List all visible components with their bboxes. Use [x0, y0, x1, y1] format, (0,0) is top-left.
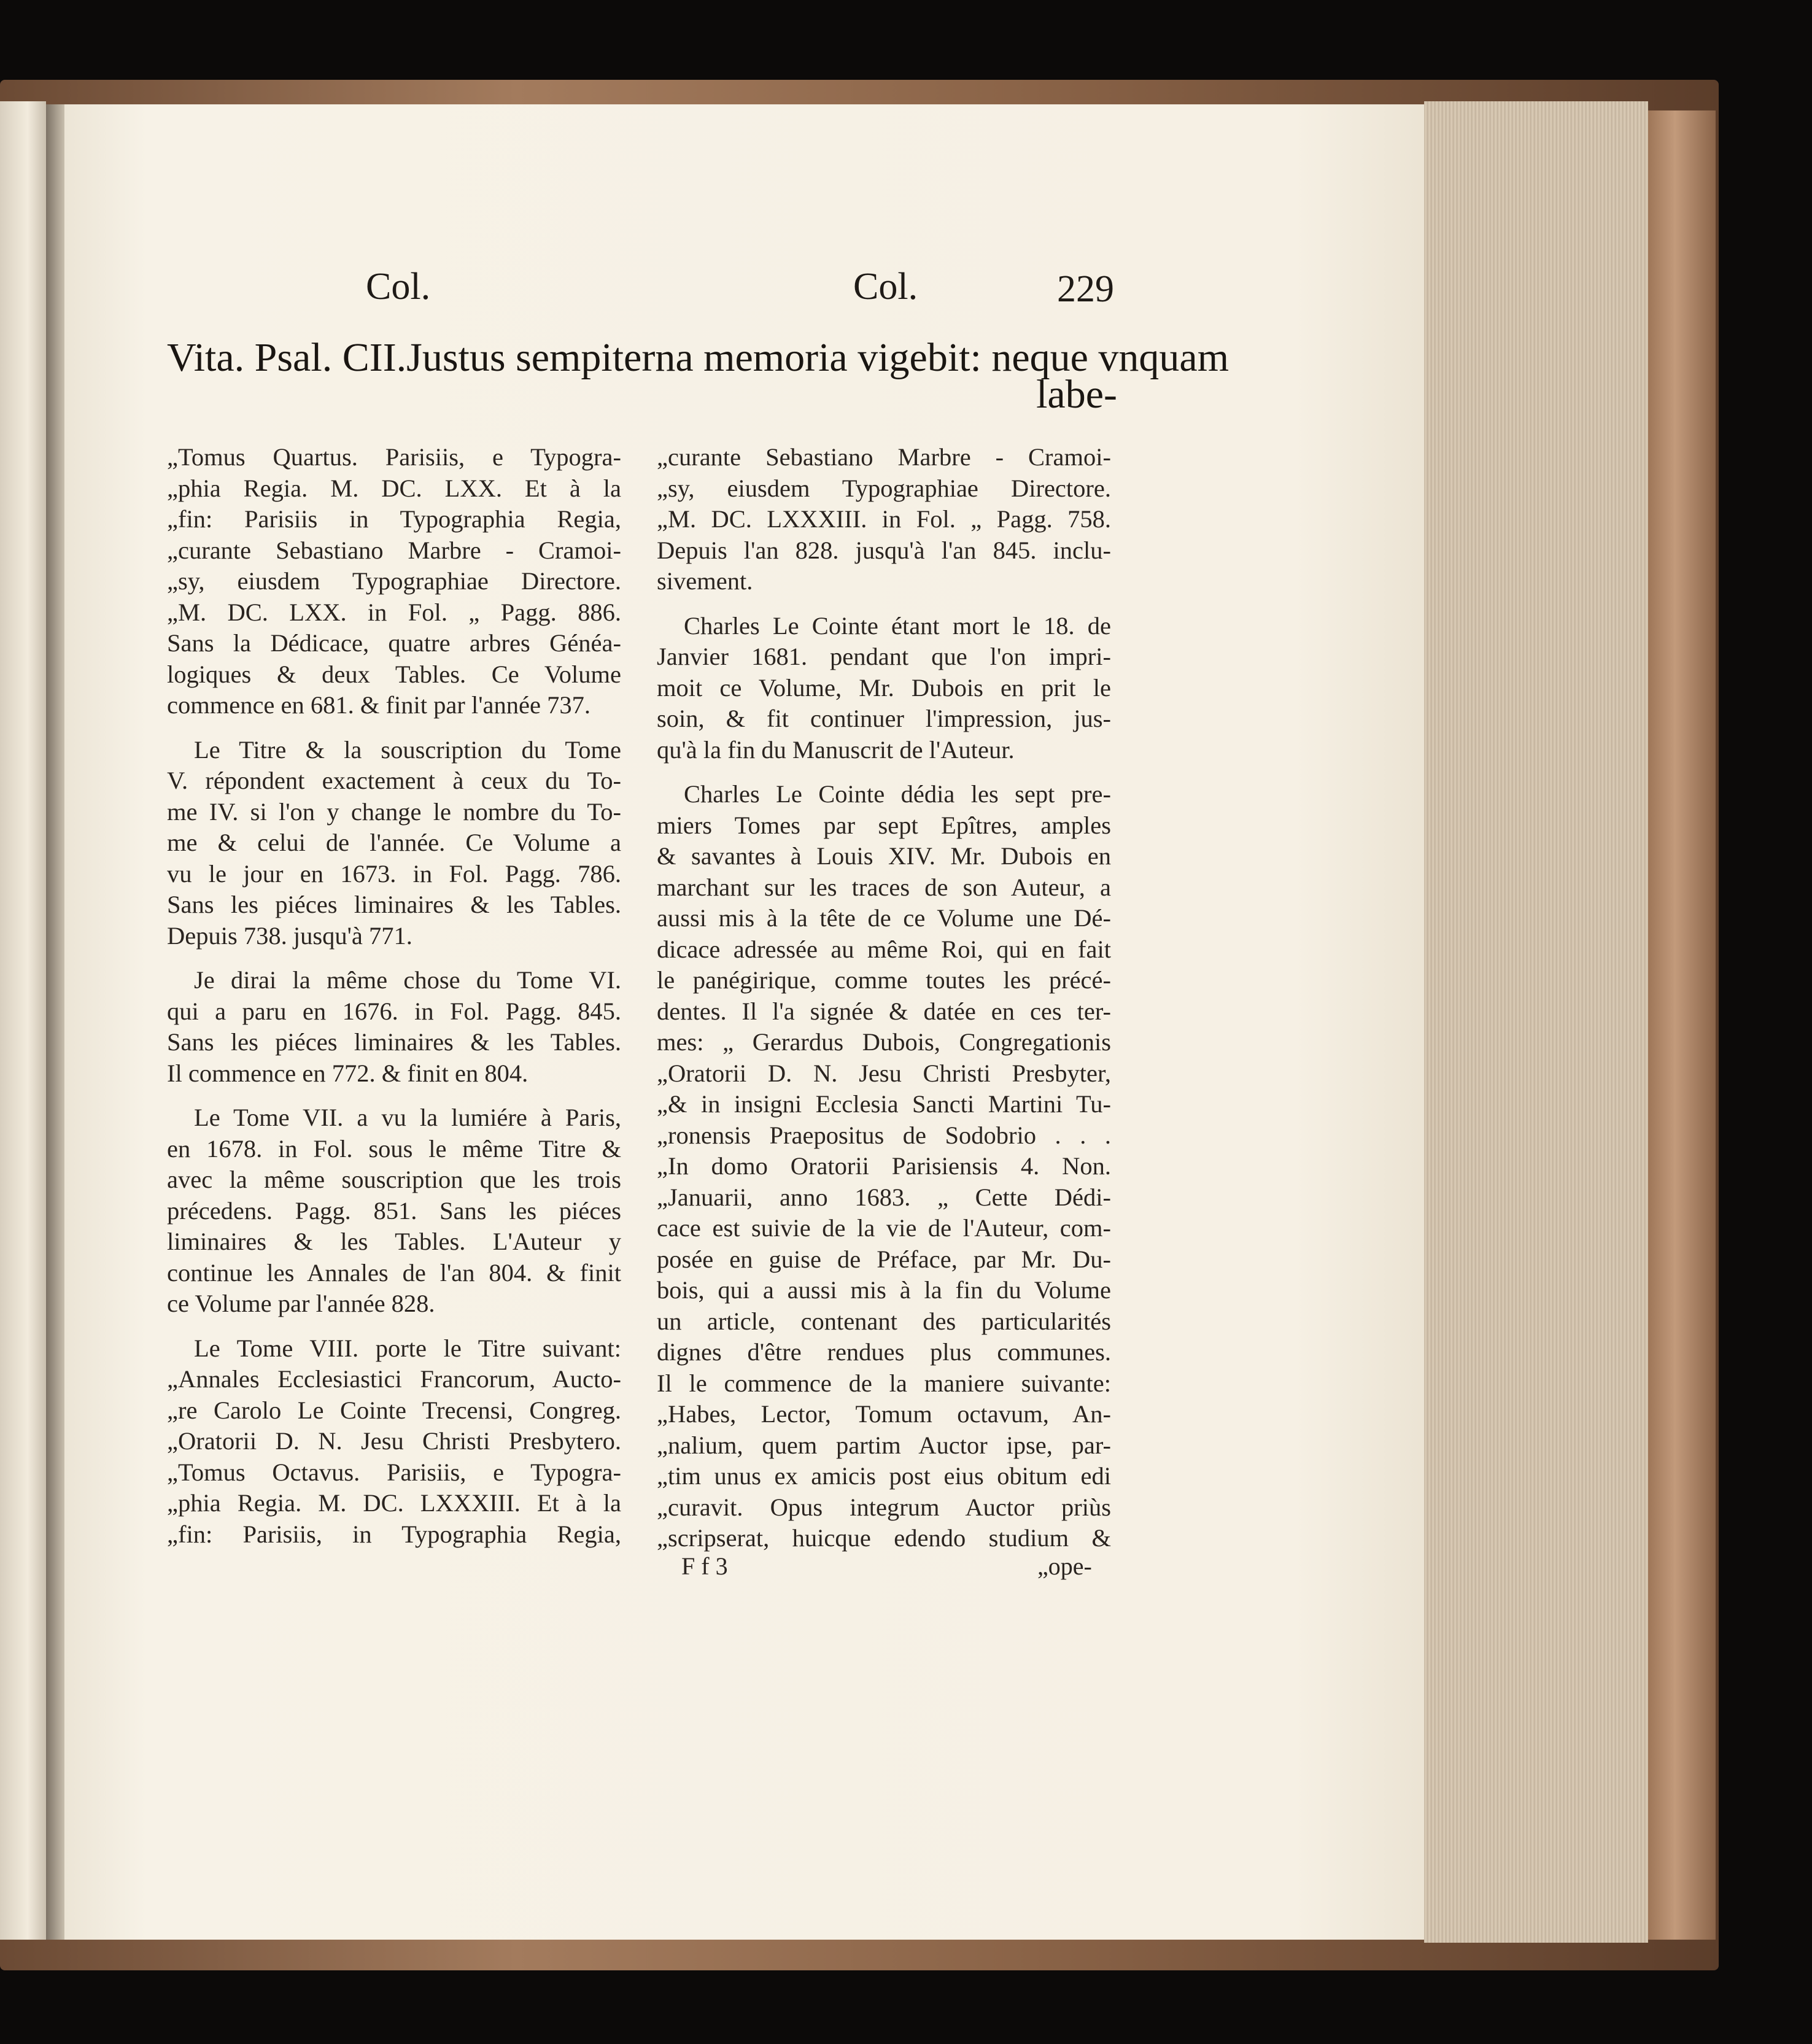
- text-line: Depuis 738. jusqu'à 771.: [167, 921, 412, 950]
- catchword: „ope-: [1037, 1552, 1092, 1580]
- text-line: commence en 681. & finit par l'année 737.: [167, 691, 590, 719]
- running-title: [167, 335, 1229, 381]
- text-line: Charles Le Cointe étant mort le 18. de: [684, 611, 1111, 640]
- text-line: me & celui de l'année. Ce Volume a: [167, 829, 621, 856]
- text-line: „ronensis Praepositus de Sodobrio . . .: [657, 1121, 1111, 1149]
- running-title-part2: Justus sempiterna memoria vigebit: neque vnquam: [406, 335, 1229, 380]
- text-line: dicace adressée au même Roi, qui en fait: [657, 935, 1111, 963]
- text-line: précedens. Pagg. 851. Sans les piéces: [167, 1196, 621, 1225]
- text-line: Je dirai la même chose du Tome VI.: [194, 966, 621, 994]
- text-line: „phia Regia. M. DC. LXXXIII. Et à la: [167, 1489, 621, 1517]
- text-line: dignes d'être rendues plus communes.: [657, 1338, 1111, 1366]
- text-line: qu'à la fin du Manuscrit de l'Auteur.: [657, 735, 1015, 764]
- text-line: moit ce Volume, Mr. Dubois en prit le: [657, 673, 1111, 702]
- text-line: liminaires & les Tables. L'Auteur y: [167, 1228, 621, 1255]
- text-line: „sy, eiusdem Typographiae Directore.: [657, 474, 1111, 502]
- text-line: Le Titre & la souscription du Tome: [194, 735, 621, 764]
- text-line: „fin: Parisiis, in Typographia Regia,: [167, 1520, 621, 1548]
- right-column: [657, 442, 1111, 1554]
- cover-edge: [1648, 110, 1716, 1940]
- text-line: qui a paru en 1676. in Fol. Pagg. 845.: [167, 997, 621, 1025]
- text-line: Il commence en 772. & finit en 804.: [167, 1059, 528, 1087]
- text-line: „Oratorii D. N. Jesu Christi Presbytero.: [167, 1427, 621, 1455]
- text-line: & savantes à Louis XIV. Mr. Dubois en: [657, 842, 1111, 870]
- text-line: Sans les piéces liminaires & les Tables.: [167, 1028, 621, 1056]
- text-line: „M. DC. LXX. in Fol. „ Pagg. 886.: [167, 598, 621, 626]
- page-number: 229: [1057, 268, 1114, 310]
- text-line: „fin: Parisiis in Typographia Regia,: [167, 505, 621, 533]
- text-line: „Annales Ecclesiastici Francorum, Aucto-: [167, 1365, 621, 1393]
- text-line: en 1678. in Fol. sous le même Titre &: [167, 1134, 621, 1163]
- text-line: „curavit. Opus integrum Auctor priùs: [657, 1493, 1111, 1521]
- left-page-edge: [0, 101, 46, 1940]
- text-line: „scripserat, huicque edendo studium &: [657, 1524, 1111, 1552]
- text-line: bois, qui a aussi mis à la fin du Volume: [657, 1276, 1111, 1304]
- text-line: dentes. Il l'a signée & datée en ces ter-: [657, 997, 1111, 1025]
- text-line: Sans les piéces liminaires & les Tables.: [167, 891, 621, 918]
- text-line: V. répondent exactement à ceux du To-: [167, 767, 621, 794]
- text-line: Il le commence de la maniere suivante:: [657, 1369, 1111, 1397]
- text-line: vu le jour en 1673. in Fol. Pagg. 786.: [167, 859, 621, 888]
- text-line: „tim unus ex amicis post eius obitum edi: [657, 1462, 1111, 1490]
- text-line: Janvier 1681. pendant que l'on impri-: [657, 643, 1111, 670]
- text-line: „curante Sebastiano Marbre - Cramoi-: [657, 443, 1111, 471]
- text-line: „sy, eiusdem Typographiae Directore.: [167, 567, 621, 595]
- text-line: me IV. si l'on y change le nombre du To-: [167, 797, 621, 826]
- text-line: „Tomus Quartus. Parisiis, e Typogra-: [167, 443, 621, 471]
- right-col-label: Col.: [853, 266, 918, 308]
- page-edges: [1424, 101, 1648, 1943]
- text-line: soin, & fit continuer l'impression, jus-: [657, 705, 1111, 732]
- text-line: „Oratorii D. N. Jesu Christi Presbyter,: [657, 1059, 1111, 1087]
- text-line: „nalium, quem partim Auctor ipse, par-: [657, 1431, 1111, 1459]
- text-line: „In domo Oratorii Parisiensis 4. Non.: [657, 1152, 1111, 1180]
- signature-mark: F f 3: [681, 1552, 728, 1580]
- text-line: Sans la Dédicace, quatre arbres Généa-: [167, 629, 621, 657]
- text-line: Le Tome VIII. porte le Titre suivant:: [194, 1334, 621, 1362]
- text-line: logiques & deux Tables. Ce Volume: [167, 660, 621, 688]
- text-line: le panégirique, comme toutes les précé-: [657, 966, 1111, 994]
- left-col-label: Col.: [366, 266, 431, 308]
- running-title-continuation: labe-: [1036, 372, 1117, 417]
- text-line: un article, contenant des particularités: [657, 1307, 1111, 1335]
- text-line: Depuis l'an 828. jusqu'à l'an 845. inclu-: [657, 536, 1111, 564]
- text-line: ce Volume par l'année 828.: [167, 1290, 435, 1317]
- text-line: Charles Le Cointe dédia les sept pre-: [684, 780, 1111, 808]
- left-column: [167, 442, 621, 1550]
- text-line: „Januarii, anno 1683. „ Cette Dédi-: [657, 1183, 1111, 1211]
- text-line: miers Tomes par sept Epîtres, amples: [657, 811, 1111, 839]
- text-line: aussi mis à la tête de ce Volume une Dé-: [657, 904, 1111, 932]
- text-line: marchant sur les traces de son Auteur, a: [657, 873, 1111, 901]
- book-gutter: [46, 104, 64, 1940]
- text-line: mes: „ Gerardus Dubois, Congregationis: [657, 1028, 1111, 1056]
- text-line: „& in insigni Ecclesia Sancti Martini Tu-: [657, 1090, 1111, 1118]
- text-line: „Tomus Octavus. Parisiis, e Typogra-: [167, 1458, 621, 1486]
- text-line: avec la même souscription que les trois: [167, 1166, 621, 1193]
- text-line: sivement.: [657, 567, 753, 595]
- text-line: Le Tome VII. a vu la lumiére à Paris,: [194, 1104, 621, 1131]
- running-title-part1: Vita. Psal. CII.: [167, 335, 407, 380]
- text-line: „re Carolo Le Cointe Trecensi, Congreg.: [167, 1396, 621, 1424]
- text-line: cace est suivie de la vie de l'Auteur, com-: [657, 1214, 1111, 1242]
- text-line: continue les Annales de l'an 804. & finit: [167, 1258, 621, 1287]
- text-line: „curante Sebastiano Marbre - Cramoi-: [167, 536, 621, 564]
- text-line: „M. DC. LXXXIII. in Fol. „ Pagg. 758.: [657, 505, 1111, 533]
- text-line: „phia Regia. M. DC. LXX. Et à la: [167, 474, 621, 502]
- text-line: „Habes, Lector, Tomum octavum, An-: [657, 1400, 1111, 1428]
- text-line: posée en guise de Préface, par Mr. Du-: [657, 1245, 1111, 1273]
